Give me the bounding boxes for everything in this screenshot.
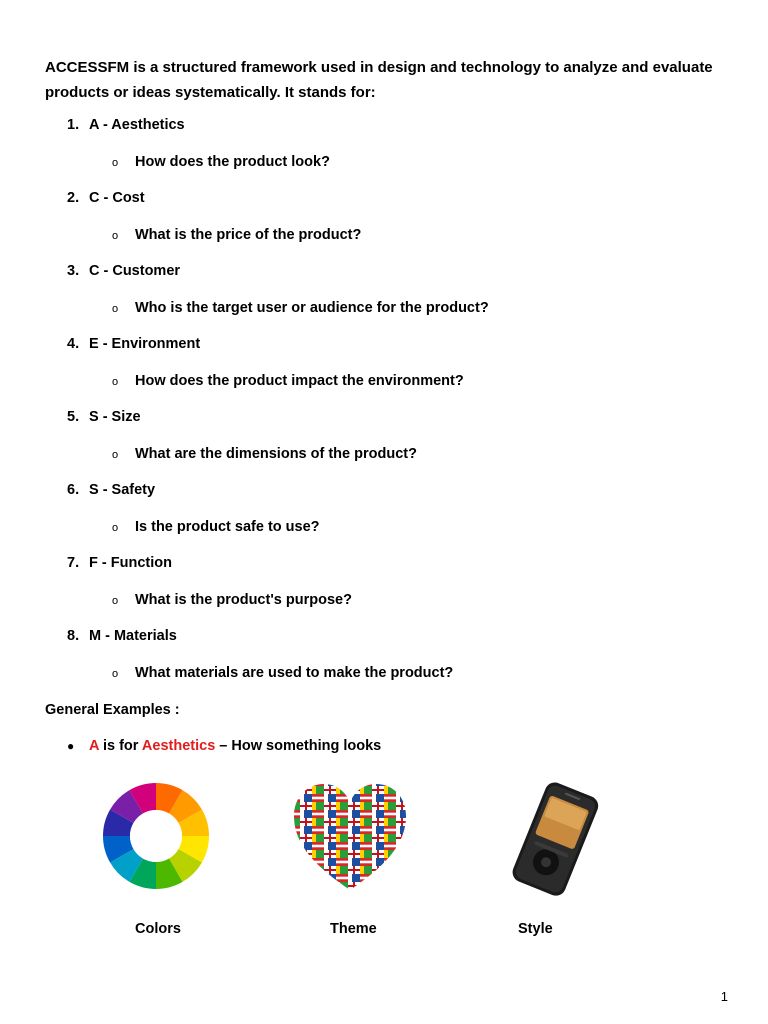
mobile-phone-image [503,778,607,902]
intro-paragraph: ACCESSFM is a structured framework used in design and technology to analyze and evaluate products or ideas systematically. It stands for: [45,59,713,101]
list-item-safety [67,480,155,500]
style-caption: Style [518,921,553,937]
example-is-for: is for [98,738,142,754]
sub-item-environment [112,371,464,392]
sub-item-size [112,444,417,465]
circle-bullet-icon: o [112,595,119,607]
page-number: 1 [720,989,728,1004]
list-item-materials [67,626,177,646]
list-label: F - Function [89,555,172,571]
circle-bullet-icon: o [112,522,119,534]
sub-item-cost [112,225,361,246]
sub-item-customer [112,298,489,319]
list-label: E - Environment [89,336,201,352]
example-rest: – How something looks [215,738,382,754]
list-number: 8. [67,628,80,644]
circle-bullet-icon: o [112,449,119,461]
theme-caption: Theme [330,921,377,937]
circle-bullet-icon: o [112,376,119,388]
sub-question: Is the product safe to use? [135,519,320,535]
sub-item-function [112,590,352,611]
list-number: 4. [67,336,80,352]
list-label: C - Cost [89,190,145,206]
list-number: 6. [67,482,80,498]
list-item-aesthetics [67,115,185,135]
color-wheel-image [100,778,212,898]
circle-bullet-icon: o [112,157,119,169]
examples-heading: General Examples : [45,702,180,718]
list-number: 3. [67,263,80,279]
circle-bullet-icon: o [112,668,119,680]
sub-question: What are the dimensions of the product? [135,446,417,462]
bullet-dot-icon: ● [67,739,75,753]
circle-bullet-icon: o [112,230,119,242]
list-item-customer [67,261,180,281]
list-item-cost [67,188,145,208]
sub-question: How does the product look? [135,154,330,170]
sub-question: What materials are used to make the product? [135,665,454,681]
list-item-environment [67,334,200,354]
list-number: 2. [67,190,80,206]
list-label: M - Materials [89,628,177,644]
list-label: S - Size [89,409,141,425]
example-letter: A [89,738,99,754]
list-number: 1. [67,117,80,133]
list-label: A - Aesthetics [89,117,185,133]
example-word: Aesthetics [141,738,216,754]
sub-question: How does the product impact the environment? [135,373,464,389]
sub-item-materials [112,663,453,684]
sub-item-safety [112,517,320,538]
list-item-size [67,407,141,427]
example-aesthetics [67,736,381,756]
list-label: C - Customer [89,263,181,279]
flag-heart-image [288,778,412,898]
list-number: 5. [67,409,80,425]
list-number: 7. [67,555,80,571]
circle-bullet-icon: o [112,303,119,315]
list-label: S - Safety [89,482,156,498]
sub-question: What is the product's purpose? [135,592,352,608]
sub-item-aesthetics [112,152,330,173]
sub-question: Who is the target user or audience for the product? [135,300,489,316]
list-item-function [67,553,172,573]
colors-caption: Colors [135,921,181,937]
sub-question: What is the price of the product? [135,227,362,243]
